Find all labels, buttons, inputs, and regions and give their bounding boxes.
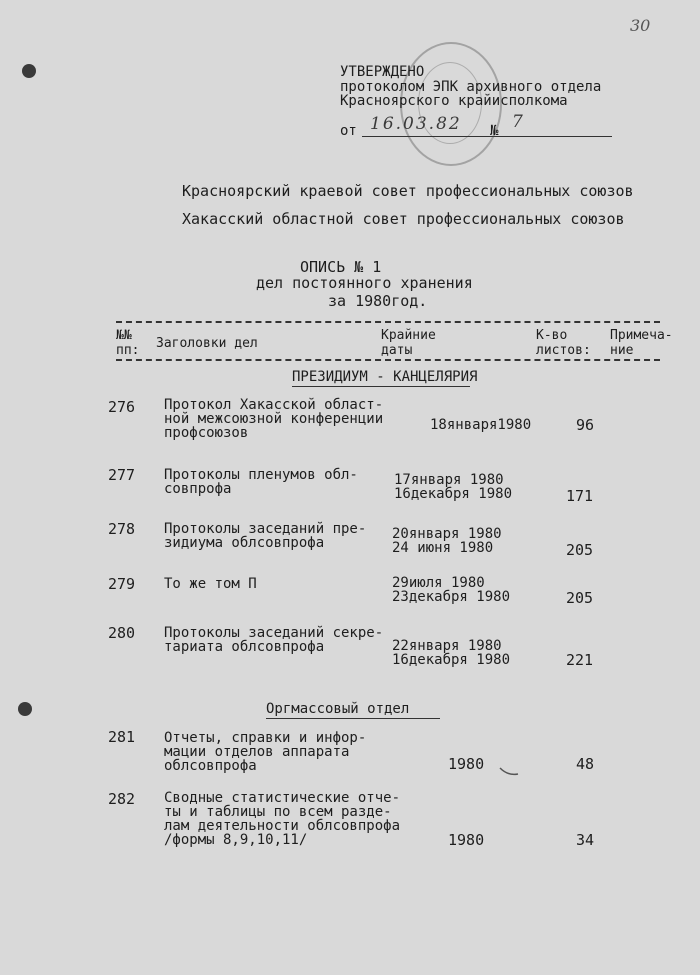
entry-number: 279 [108,575,136,593]
entry-date-end: 23декабря 1980 [392,589,511,605]
page-number: 30 [630,16,651,35]
entry-title-line: мации отделов аппарата [164,744,350,760]
header-notes-top: Примеча- [610,328,673,343]
entry-number: 282 [108,790,136,808]
inventory-subtitle: дел постоянного хранения [256,274,473,292]
header-bottom-rule [116,359,660,361]
entry-sheets: 205 [566,589,594,607]
approval-number-label: № [490,123,499,139]
punch-hole-mark [22,64,36,78]
approval-line-2: протоколом ЭПК архивного отдела [340,79,602,95]
approval-number: 7 [512,112,525,132]
entry-title-line: То же том П [164,576,257,592]
header-sheets-top: К-во [536,328,568,343]
entry-date-end: 24 июня 1980 [392,540,494,556]
punch-hole-mark [18,702,32,716]
approval-line-3: Красноярского крайисполкома [340,93,568,109]
entry-title-line: Протоколы заседаний секре- [164,625,384,641]
entry-title-line: лам деятельности облсовпрофа [164,818,401,834]
entry-date-end: 16декабря 1980 [392,652,511,668]
entry-dates: 18января1980 [430,417,532,433]
entry-title-line: Протоколы пленумов обл- [164,467,358,483]
entry-number: 277 [108,466,136,484]
inventory-year: за 1980год. [328,292,428,310]
entry-sheets: 171 [566,487,594,505]
entry-sheets: 221 [566,651,594,669]
header-num-top: №№ [116,328,132,343]
entry-title-line: /формы 8,9,10,11/ [164,832,308,848]
entry-title-line: Отчеты, справки и инфор- [164,730,367,746]
entry-dates: 1980 [448,755,485,773]
entry-title-line: Протоколы заседаний пре- [164,521,367,537]
entry-title-line: совпрофа [164,481,232,497]
org-line-1: Красноярский краевой совет профессиональных союзов [182,182,634,200]
header-sheets-bottom: листов: [536,343,591,358]
entry-date-start: 22января 1980 [392,638,502,654]
entry-title-line: тариата облсовпрофа [164,639,325,655]
entry-date-end: 16декабря 1980 [394,486,513,502]
section-title-presidium: ПРЕЗИДИУМ - КАНЦЕЛЯРИЯ [292,369,478,385]
approval-date-line [362,136,612,137]
entry-date-start: 20января 1980 [392,526,502,542]
approval-from-label: от [340,123,357,139]
entry-dates: 1980 [448,831,485,849]
approval-date: 16.03.82 [370,114,462,134]
header-dates-bottom: даты [381,343,413,358]
header-num-bottom: пп: [116,343,140,358]
entry-title-line: облсовпрофа [164,758,257,774]
entry-sheets: 34 [576,831,595,849]
header-dates-top: Крайние [381,328,436,343]
entry-sheets: 48 [576,755,595,773]
section-underline [266,718,440,719]
section-title-orgmass: Оргмассовый отдел [266,701,410,717]
header-notes-bottom: ние [610,343,634,358]
entry-title-line: Протокол Хакасской област- [164,397,384,413]
entry-number: 276 [108,398,136,416]
approval-heading: УТВЕРЖДЕНО [340,64,425,80]
entry-title-line: ной межсоюзной конференции [164,411,384,427]
header-headings: Заголовки дел [156,336,258,351]
entry-date-start: 29июля 1980 [392,575,485,591]
pencil-tick-mark [498,764,520,778]
entry-title-line: Сводные статистические отче- [164,790,401,806]
org-line-2: Хакасский областной совет профессиональных союзов [182,210,625,228]
entry-title-line: ты и таблицы по всем разде- [164,804,392,820]
entry-title-line: зидиума облсовпрофа [164,535,325,551]
entry-number: 278 [108,520,136,538]
entry-sheets: 96 [576,416,595,434]
inventory-title: ОПИСЬ № 1 [300,258,382,276]
entry-sheets: 205 [566,541,594,559]
entry-number: 281 [108,728,136,746]
section-underline [292,386,470,387]
entry-date-start: 17января 1980 [394,472,504,488]
entry-title-line: профсоюзов [164,425,249,441]
header-top-rule [116,321,660,323]
entry-number: 280 [108,624,136,642]
